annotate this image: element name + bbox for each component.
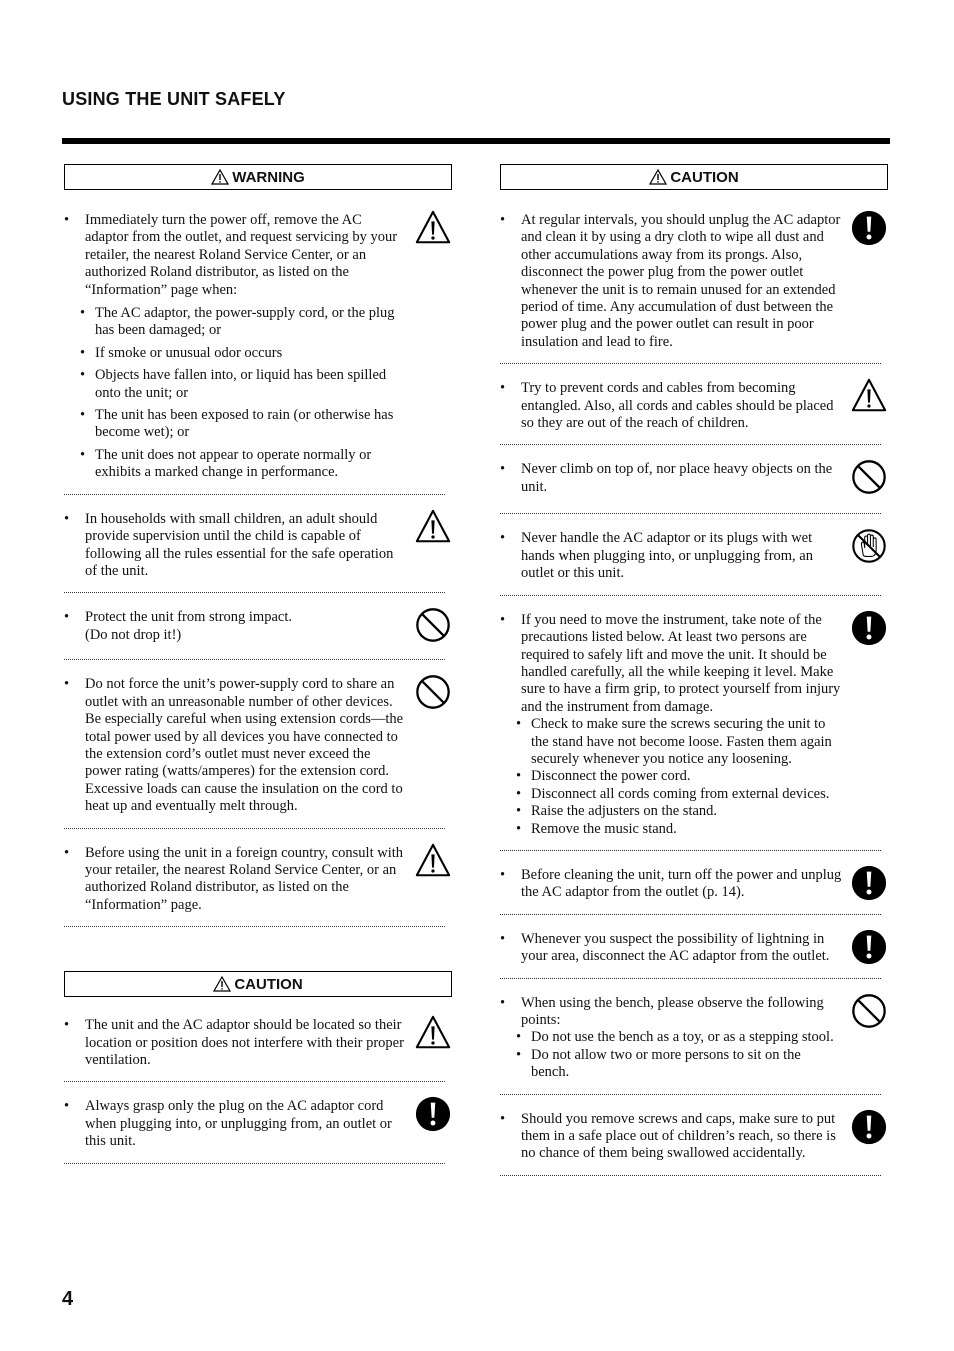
caution-header bbox=[500, 164, 888, 190]
divider bbox=[500, 513, 881, 514]
warning-small-icon bbox=[649, 169, 667, 185]
caution-item-text: Whenever you suspect the possibility of lightning in your area, disconnect the AC adaptor from the outlet. bbox=[521, 930, 830, 965]
caution-item-text: Never climb on top of, nor place heavy objects on the unit. bbox=[521, 461, 833, 495]
page-title: USING THE UNIT SAFELY bbox=[62, 89, 286, 109]
caution-item-text: Before cleaning the unit, turn off the power and unplug the AC adaptor from the outlet (p. 14). bbox=[521, 866, 842, 901]
mandatory-icon bbox=[850, 1108, 888, 1146]
divider bbox=[64, 1081, 445, 1082]
warning-subitem: • Objects have fallen into, or liquid has been spilled onto the unit; or bbox=[80, 367, 406, 402]
caution-item-text: The unit and the AC adaptor should be located so their location or position does not interfere with their proper ventilation. bbox=[85, 1017, 404, 1068]
caution-item-text: Never handle the AC adaptor or its plugs with wet hands when plugging into, or unplugging from, an outlet or this unit. bbox=[521, 530, 813, 582]
warning-item: • Before using the unit in a foreign country, consult with your retailer, the nearest Roland Service Center, or an authorized Roland distributor, as listed on the “Information” page. bbox=[64, 845, 452, 915]
warning-item-text: In households with small children, an adult should provide supervision until the child is capable of following all the rules essential for the safe operation of the unit. bbox=[85, 510, 394, 579]
caution-item: • Always grasp only the plug on the AC adaptor cord when plugging into, or unplugging from, an outlet or this unit. bbox=[64, 1098, 452, 1150]
divider bbox=[500, 363, 881, 364]
caution-subitem: • Do not use the bench as a toy, or as a stepping stool. bbox=[516, 1029, 842, 1046]
right-column bbox=[500, 164, 888, 1192]
mandatory-icon bbox=[850, 209, 888, 247]
warning-header-label: WARNING bbox=[232, 168, 305, 186]
prohibited-icon bbox=[850, 992, 888, 1030]
caution-subitem: • Check to make sure the screws securing the unit to the stand have not become loose. Fasten them again securely whenever you notice any loosening. bbox=[516, 716, 842, 768]
divider bbox=[500, 444, 881, 445]
warning-item: • Protect the unit from strong impact. (Do not drop it!) bbox=[64, 609, 452, 647]
warning-item: • Immediately turn the power off, remove the AC adaptor from the outlet, and request servicing by your retailer, the nearest Roland Service Center, or an authorized Roland distributor, as listed on the “Information” page when: • The AC adaptor, the power-supply cord, or the plug has been damaged; or • If smoke or unusual odor occurs • Objects have fallen into, or liquid has been spilled onto the unit; or • The unit has been exposed to rain (or otherwise has become wet); or • The unit does not appear to operate normally or exhibits a marked change in performance. bbox=[64, 212, 452, 482]
warning-subitem: • The AC adaptor, the power-supply cord, or the plug has been damaged; or bbox=[80, 305, 406, 340]
warning-triangle-icon bbox=[414, 209, 452, 247]
warning-small-icon bbox=[213, 976, 231, 992]
caution-subitem: • Disconnect all cords coming from external devices. bbox=[516, 786, 842, 803]
warning-subitem: • If smoke or unusual odor occurs bbox=[80, 345, 406, 362]
mandatory-icon bbox=[850, 609, 888, 647]
caution-header bbox=[64, 971, 452, 997]
caution-item-text: If you need to move the instrument, take note of the precautions listed below. At least two persons are required to safely lift and move the unit. It should be handled carefully, all the while keeping it level. Make sure to have a firm grip, to protect yourself from injury and the instrument from damage. bbox=[521, 611, 841, 715]
divider bbox=[500, 850, 881, 851]
page-number: 4 bbox=[62, 1288, 74, 1310]
warning-triangle-icon bbox=[414, 842, 452, 880]
mandatory-icon bbox=[850, 928, 888, 966]
divider bbox=[500, 978, 881, 979]
divider bbox=[64, 828, 445, 829]
caution-item-text: When using the bench, please observe the following points: bbox=[521, 994, 824, 1028]
warning-item: • Do not force the unit’s power-supply cord to share an outlet with an unreasonable number of other devices. Be especially careful when using extension cords—the total power used by all devices you have connected to the extension cord’s outlet must never exceed the power rating (watts/amperes) for the extension cord. Excessive loads can cause the insulation on the cord to heat up and eventually melt through. bbox=[64, 676, 452, 815]
divider bbox=[64, 659, 445, 660]
prohibited-icon bbox=[850, 458, 888, 496]
warning-triangle-icon bbox=[414, 508, 452, 546]
warning-subitem: • The unit does not appear to operate normally or exhibits a marked change in performance. bbox=[80, 447, 406, 482]
caution-item: • Never handle the AC adaptor or its plugs with wet hands when plugging into, or unplugging from, an outlet or this unit. bbox=[500, 530, 888, 582]
warning-item-text: Immediately turn the power off, remove the AC adaptor from the outlet, and request servicing by your retailer, the nearest Roland Service Center, or an authorized Roland distributor, as listed on the “Information” page when: bbox=[85, 212, 398, 298]
warning-item-text: Before using the unit in a foreign country, consult with your retailer, the nearest Roland Service Center, or an authorized Roland distributor, as listed on the “Information” page. bbox=[85, 844, 403, 913]
caution-item-text: Should you remove screws and caps, make sure to put them in a safe place out of children’s reach, so there is no chance of them being swallowed accidentally. bbox=[521, 1110, 836, 1162]
caution-header-label: CAUTION bbox=[234, 975, 303, 993]
caution-item: • Before cleaning the unit, turn off the power and unplug the AC adaptor from the outlet (p. 14). bbox=[500, 867, 888, 902]
warning-small-icon bbox=[211, 169, 229, 185]
caution-subitem: • Remove the music stand. bbox=[516, 821, 842, 838]
caution-subitem: • Disconnect the power cord. bbox=[516, 768, 842, 785]
warning-subitem: • The unit has been exposed to rain (or otherwise has become wet); or bbox=[80, 407, 406, 442]
divider bbox=[64, 926, 445, 927]
divider bbox=[64, 494, 445, 495]
warning-triangle-icon bbox=[414, 1014, 452, 1052]
prohibited-icon bbox=[414, 673, 452, 711]
warning-item-text: Do not force the unit’s power-supply cord to share an outlet with an unreasonable number of other devices. Be especially careful when using extension cords—the total power used by all devices you have connected to the extension cord’s outlet must never exceed the power rating (watts/amperes) for the extension cord. Excessive loads can cause the insulation on the cord to heat up and eventually melt through. bbox=[85, 676, 404, 815]
divider bbox=[64, 1163, 445, 1164]
left-column bbox=[64, 164, 452, 1180]
mandatory-icon bbox=[414, 1095, 452, 1133]
caution-header-label: CAUTION bbox=[670, 168, 739, 186]
warning-item: • In households with small children, an adult should provide supervision until the child is capable of following all the rules essential for the safe operation of the unit. bbox=[64, 511, 452, 581]
caution-item-text: Try to prevent cords and cables from becoming entangled. Also, all cords and cables should be placed so they are out of the reach of children. bbox=[521, 380, 834, 432]
caution-subitem: • Do not allow two or more persons to sit on the bench. bbox=[516, 1047, 842, 1082]
caution-item-text: At regular intervals, you should unplug the AC adaptor and clean it by using a dry cloth to wipe all dust and other accumulations away from its prongs. Also, disconnect the power plug from the power outlet whenever the unit is to remain unused for an extended period of time. Any accumulation of dust between the power plug and the power outlet can result in poor insulation and lead to fire. bbox=[521, 212, 841, 350]
warning-item-text: Protect the unit from strong impact. bbox=[85, 609, 292, 626]
divider bbox=[64, 592, 445, 593]
prohibited-icon bbox=[414, 606, 452, 644]
warning-item-text-note: (Do not drop it!) bbox=[85, 626, 182, 643]
caution-item: • At regular intervals, you should unplug the AC adaptor and clean it by using a dry cloth to wipe all dust and other accumulations away from its prongs. Also, disconnect the power plug from the power outlet whenever the unit is to remain unused for an extended period of time. Any accumulation of dust between the power plug and the power outlet can result in poor insulation and lead to fire. bbox=[500, 212, 888, 351]
caution-item-text: Always grasp only the plug on the AC adaptor cord when plugging into, or unplugging from, an outlet or this unit. bbox=[85, 1098, 392, 1150]
caution-item: • The unit and the AC adaptor should be located so their location or position does not interfere with their proper ventilation. bbox=[64, 1017, 452, 1069]
divider bbox=[500, 914, 881, 915]
caution-item: • If you need to move the instrument, take note of the precautions listed below. At least two persons are required to safely lift and move the unit. It should be handled carefully, all the while keeping it level. Make sure to have a firm grip, to protect yourself from injury and the instrument from damage. • Check to make sure the screws securing the unit to the stand have not become loose. Fasten them again securely whenever you notice any loosening. • Disconnect the power cord. • Disconnect all cords coming from external devices. • Raise the adjusters on the stand. • Remove the music stand. bbox=[500, 612, 888, 838]
divider bbox=[500, 1175, 881, 1176]
divider bbox=[500, 1094, 881, 1095]
warning-header bbox=[64, 164, 452, 190]
caution-item: • When using the bench, please observe the following points: • Do not use the bench as a toy, or as a stepping stool. • Do not allow two or more persons to sit on the bench. bbox=[500, 995, 888, 1082]
caution-item: • Should you remove screws and caps, make sure to put them in a safe place out of children’s reach, so there is no chance of them being swallowed accidentally. bbox=[500, 1111, 888, 1163]
caution-item: • Try to prevent cords and cables from becoming entangled. Also, all cords and cables should be placed so they are out of the reach of children. bbox=[500, 380, 888, 432]
caution-item: • Never climb on top of, nor place heavy objects on the unit. bbox=[500, 461, 888, 501]
warning-triangle-icon bbox=[850, 377, 888, 415]
divider bbox=[500, 595, 881, 596]
no-wet-hands-icon bbox=[850, 527, 888, 565]
mandatory-icon bbox=[850, 864, 888, 902]
caution-subitem: • Raise the adjusters on the stand. bbox=[516, 803, 842, 820]
caution-item: • Whenever you suspect the possibility of lightning in your area, disconnect the AC adaptor from the outlet. bbox=[500, 931, 888, 966]
title-rule bbox=[62, 138, 890, 144]
